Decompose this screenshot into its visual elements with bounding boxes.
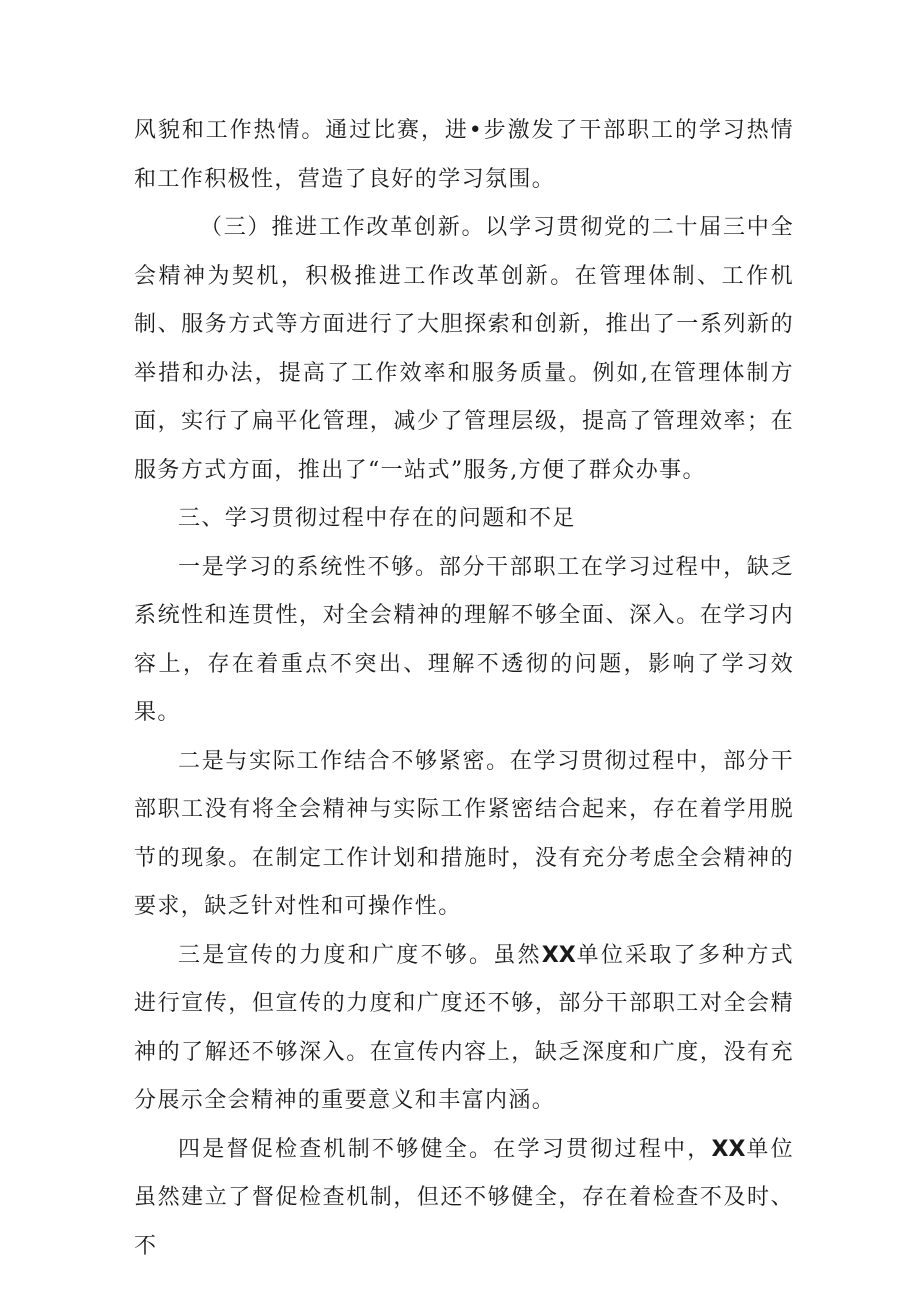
paragraph-problem-three-before: 三是宣传的力度和广度不够。虽然 bbox=[178, 942, 542, 968]
paragraph-problem-two: 二是与实际工作结合不够紧密。在学习贯彻过程中，部分干部职工没有将全会精神与实际工作紧密结合起来，存在着学用脱节的现象。在制定工作计划和措施时，没有充分考虑全会精神的要求，缺乏针对性和可操作性。 bbox=[134, 748, 794, 919]
paragraph-problem-three bbox=[134, 932, 794, 1126]
paragraph-problem-three-after: 单位采取了多种方式进行宣传，但宣传的力度和广度还不够，部分干部职工对全会精神的了解还不够深入。在宣传内容上，缺乏深度和广度，没有充分展示全会精神的重要意义和丰富内涵。 bbox=[134, 942, 794, 1113]
paragraph-problem-four bbox=[134, 1126, 794, 1272]
paragraph-section-three: （三）推进工作改革创新。以学习贯彻党的二十届三中全会精神为契机，积极推进工作改革创新。在管理体制、工作机制、服务方式等方面进行了大胆探索和创新，推出了一系列新的举措和办法，提高了工作效率和服务质量。例如,在管理体制方面，实行了扁平化管理，减少了管理层级，提高了管理效率；在服务方式方面，推出了“一站式”服务,方便了群众办事。 bbox=[134, 215, 794, 483]
unit-placeholder-mark: XX bbox=[711, 1136, 746, 1162]
paragraph-continuation: 风貌和工作热情。通过比赛，进•步激发了干部职工的学习热情和工作积极性，营造了良好的学习氛围。 bbox=[134, 118, 794, 192]
paragraph-problem-one: 一是学习的系统性不够。部分干部职工在学习过程中，缺乏系统性和连贯性，对全会精神的理解不够全面、深入。在学习内容上，存在着重点不突出、理解不透彻的问题，影响了学习效果。 bbox=[134, 554, 794, 725]
paragraph-problem-four-after: 单位虽然建立了督促检查机制，但还不够健全，存在着检查不及时、不 bbox=[134, 1136, 794, 1259]
paragraph-problem-four-before: 四是督促检查机制不够健全。在学习贯彻过程中， bbox=[178, 1136, 712, 1162]
section-heading-problems: 三、学习贯彻过程中存在的问题和不足 bbox=[178, 506, 576, 531]
document-body bbox=[134, 107, 794, 1271]
unit-placeholder-mark: XX bbox=[541, 942, 576, 968]
